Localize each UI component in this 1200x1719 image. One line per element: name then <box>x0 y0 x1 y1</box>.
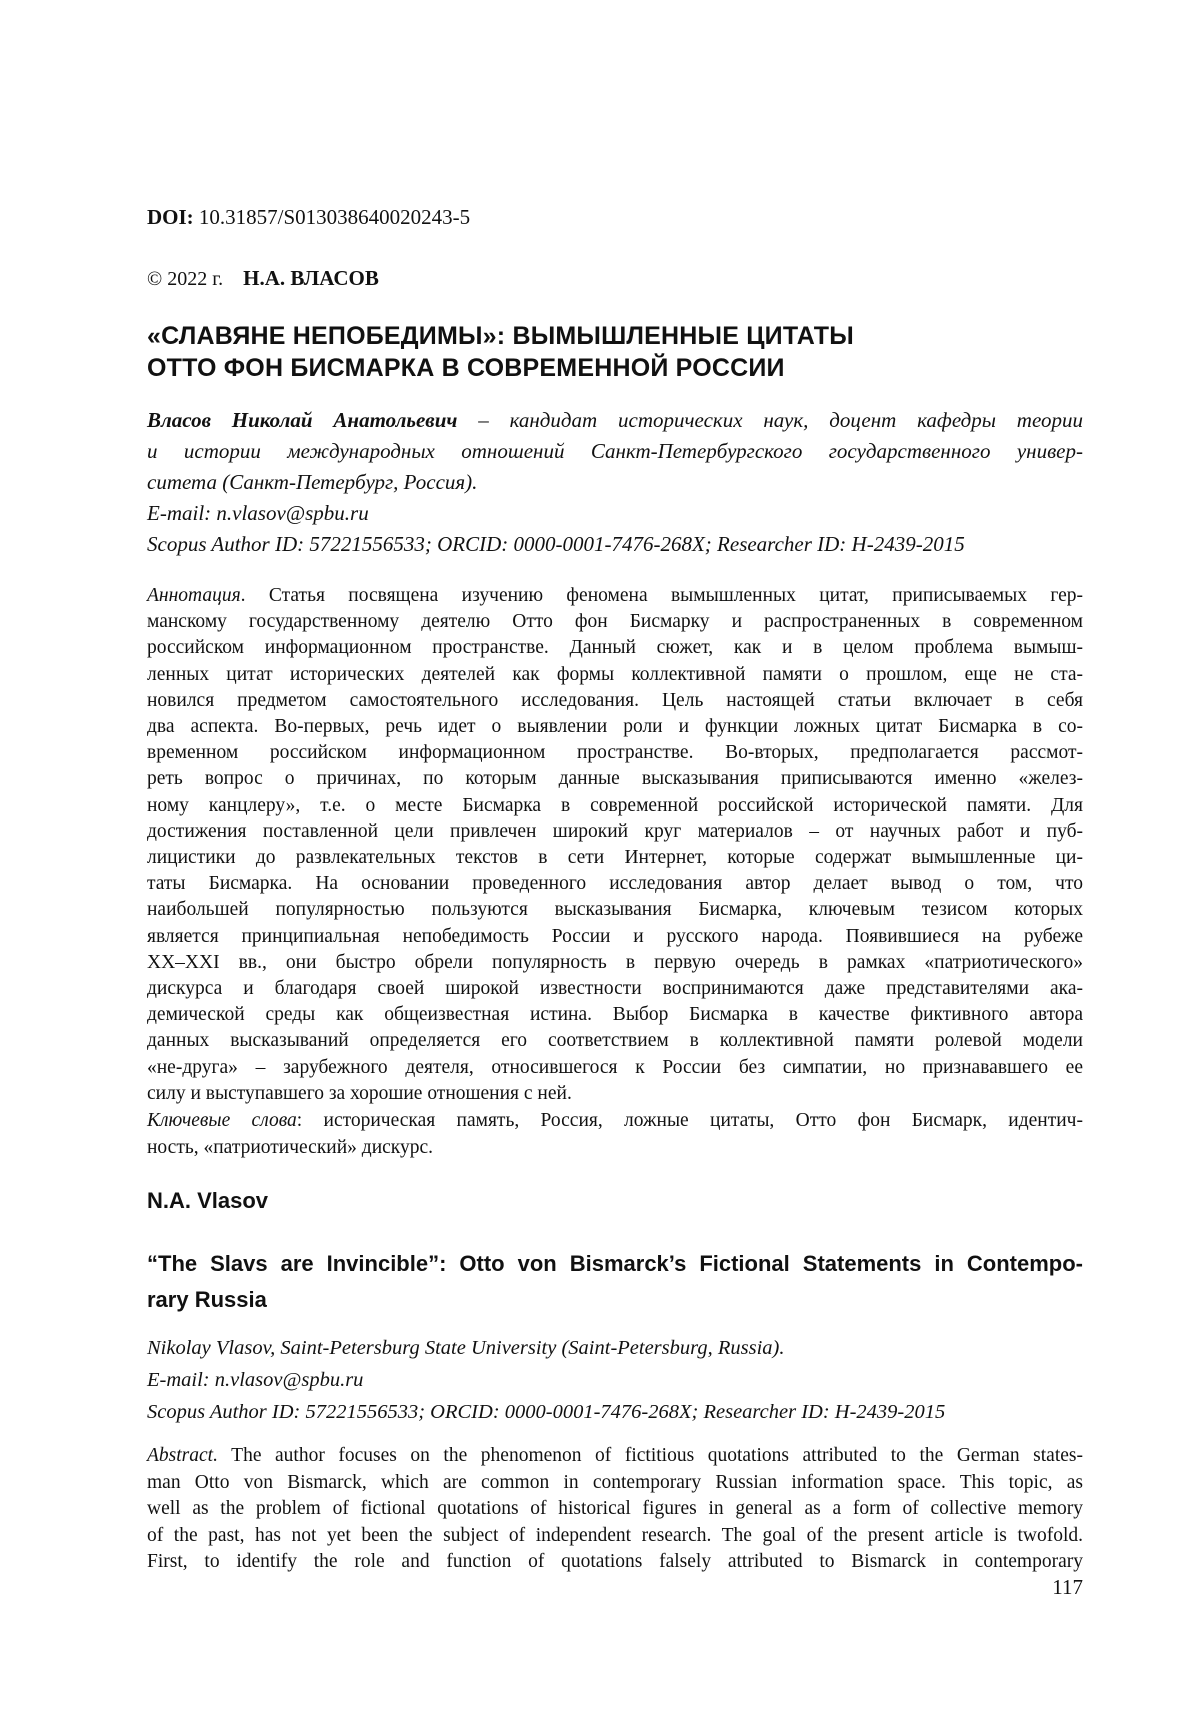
abstract-en-line <box>147 1443 1083 1470</box>
abstract-en-line: First, to identify the role and function of quotations falsely attributed to Bismarck in contemporary <box>147 1549 1083 1576</box>
abstract-ru-line: XX–XXI вв., они быстро обрели популярность в первую очередь в рамках «патриотического» <box>147 950 1083 976</box>
doi-line <box>147 205 470 230</box>
author-info-ru <box>147 405 1083 560</box>
abstract-ru-line: российском информационном пространстве. Данный сюжет, как и в целом проблема вымыш- <box>147 635 1083 661</box>
article-title-ru <box>147 320 1083 384</box>
abstract-ru-line: достижения поставленной цели привлечен широкий круг материалов – от научных работ и пуб- <box>147 819 1083 845</box>
abstract-ru-line: реть вопрос о причинах, по которым данные высказывания приписываются именно «желез- <box>147 766 1083 792</box>
page-number: 117 <box>1043 1575 1083 1600</box>
abstract-en-line: well as the problem of fictional quotations of historical figures in general as a form of collective memory <box>147 1496 1083 1523</box>
keywords-ru-text: : историческая память, Россия, ложные цитаты, Отто фон Бисмарк, идентич- <box>297 1110 1083 1131</box>
abstract-ru-line: данных высказываний определяется его соответствием в коллективной памяти ролевой модели <box>147 1028 1083 1054</box>
author-info-line: и истории международных отношений Санкт-Петербургского государственного универ- <box>147 436 1083 467</box>
abstract-en <box>147 1443 1083 1576</box>
copyright-year: © 2022 г. <box>147 268 223 290</box>
doi-value[interactable]: 10.31857/S013038640020243-5 <box>199 205 470 229</box>
title-en-line: rary Russia <box>147 1282 1083 1318</box>
abstract-ru-line: таты Бисмарка. На основании проведенного исследования автор делает вывод о том, что <box>147 871 1083 897</box>
title-ru-line: «СЛАВЯНЕ НЕПОБЕДИМЫ»: ВЫМЫШЛЕННЫЕ ЦИТАТЫ <box>147 320 1083 352</box>
copyright-line <box>147 266 379 291</box>
keywords-ru-line: ность, «патриотический» дискурс. <box>147 1135 1083 1162</box>
author-info-en <box>147 1332 1083 1428</box>
abstract-ru <box>147 583 1083 1107</box>
abstract-en-line: of the past, has not yet been the subject of independent research. The goal of the present article is twofold. <box>147 1523 1083 1550</box>
abstract-ru-line: демической среды как общеизвестная истина. Выбор Бисмарка в качестве фиктивного автора <box>147 1002 1083 1028</box>
abstract-ru-text: . Статья посвящена изучению феномена вымышленных цитат, приписываемых гер- <box>241 585 1083 606</box>
abstract-ru-line: новился предметом самостоятельного исследования. Цель настоящей статьи включает в себя <box>147 688 1083 714</box>
abstract-ru-line: два аспекта. Во-первых, речь идет о выявлении роли и функции ложных цитат Бисмарка в со- <box>147 714 1083 740</box>
author-full-name: Власов Николай Анатольевич <box>147 408 457 432</box>
author-affiliation-en: Nikolay Vlasov, Saint-Petersburg State University (Saint-Petersburg, Russia). <box>147 1332 1083 1364</box>
abstract-ru-line: временном российском информационном пространстве. Во-вторых, предполагается рассмот- <box>147 740 1083 766</box>
abstract-en-label: Abstract. <box>147 1445 218 1466</box>
author-ids-ru: Scopus Author ID: 57221556533; ORCID: 0000-0001-7476-268X; Researcher ID: H-2439-2015 <box>147 529 1083 560</box>
author-info-line <box>147 405 1083 436</box>
author-email-ru[interactable]: E-mail: n.vlasov@spbu.ru <box>147 498 1083 529</box>
author-ids-en: Scopus Author ID: 57221556533; ORCID: 0000-0001-7476-268X; Researcher ID: H-2439-2015 <box>147 1396 1083 1428</box>
author-name-ru: Н.А. ВЛАСОВ <box>243 266 379 290</box>
keywords-ru-label: Ключевые слова <box>147 1110 297 1131</box>
abstract-ru-line: «не-друга» – зарубежного деятеля, относившегося к России без симпатии, но признававшего ее <box>147 1055 1083 1081</box>
abstract-ru-line: ленных цитат исторических деятелей как формы коллективной памяти о прошлом, еще не ста- <box>147 662 1083 688</box>
abstract-ru-line: наибольшей популярностью пользуются высказывания Бисмарка, ключевым тезисом которых <box>147 897 1083 923</box>
author-email-en[interactable]: E-mail: n.vlasov@spbu.ru <box>147 1364 1083 1396</box>
abstract-ru-line: манскому государственному деятелю Отто фон Бисмарку и распространенных в современном <box>147 609 1083 635</box>
title-en-line: “The Slavs are Invincible”: Otto von Bismarck’s Fictional Statements in Contempo- <box>147 1246 1083 1282</box>
abstract-en-text: The author focuses on the phenomenon of fictitious quotations attributed to the German states- <box>218 1445 1083 1466</box>
abstract-ru-line: является принципиальная непобедимость России и русского народа. Появившиеся на рубеже <box>147 924 1083 950</box>
keywords-ru <box>147 1108 1083 1161</box>
author-info-line: ситета (Санкт-Петербург, Россия). <box>147 467 1083 498</box>
abstract-ru-line: дискурса и благодаря своей широкой известности воспринимаются даже представителями ака- <box>147 976 1083 1002</box>
abstract-ru-line: силу и выступавшего за хорошие отношения с ней. <box>147 1081 1083 1107</box>
abstract-ru-label: Аннотация <box>147 585 241 606</box>
title-ru-line: ОТТО ФОН БИСМАРКА В СОВРЕМЕННОЙ РОССИИ <box>147 352 1083 384</box>
abstract-en-line: man Otto von Bismarck, which are common in contemporary Russian information space. This topic, as <box>147 1470 1083 1497</box>
keywords-ru-line <box>147 1108 1083 1135</box>
abstract-ru-line: лицистики до развлекательных текстов в сети Интернет, которые содержат вымышленные ци- <box>147 845 1083 871</box>
author-name-en: N.A. Vlasov <box>147 1188 268 1214</box>
author-position: – кандидат исторических наук, доцент кафедры теории <box>457 408 1083 432</box>
article-title-en <box>147 1246 1083 1318</box>
doi-label: DOI: <box>147 205 194 229</box>
abstract-ru-line: ному канцлеру», т.е. о месте Бисмарка в современной российской исторической памяти. Для <box>147 793 1083 819</box>
abstract-ru-line <box>147 583 1083 609</box>
